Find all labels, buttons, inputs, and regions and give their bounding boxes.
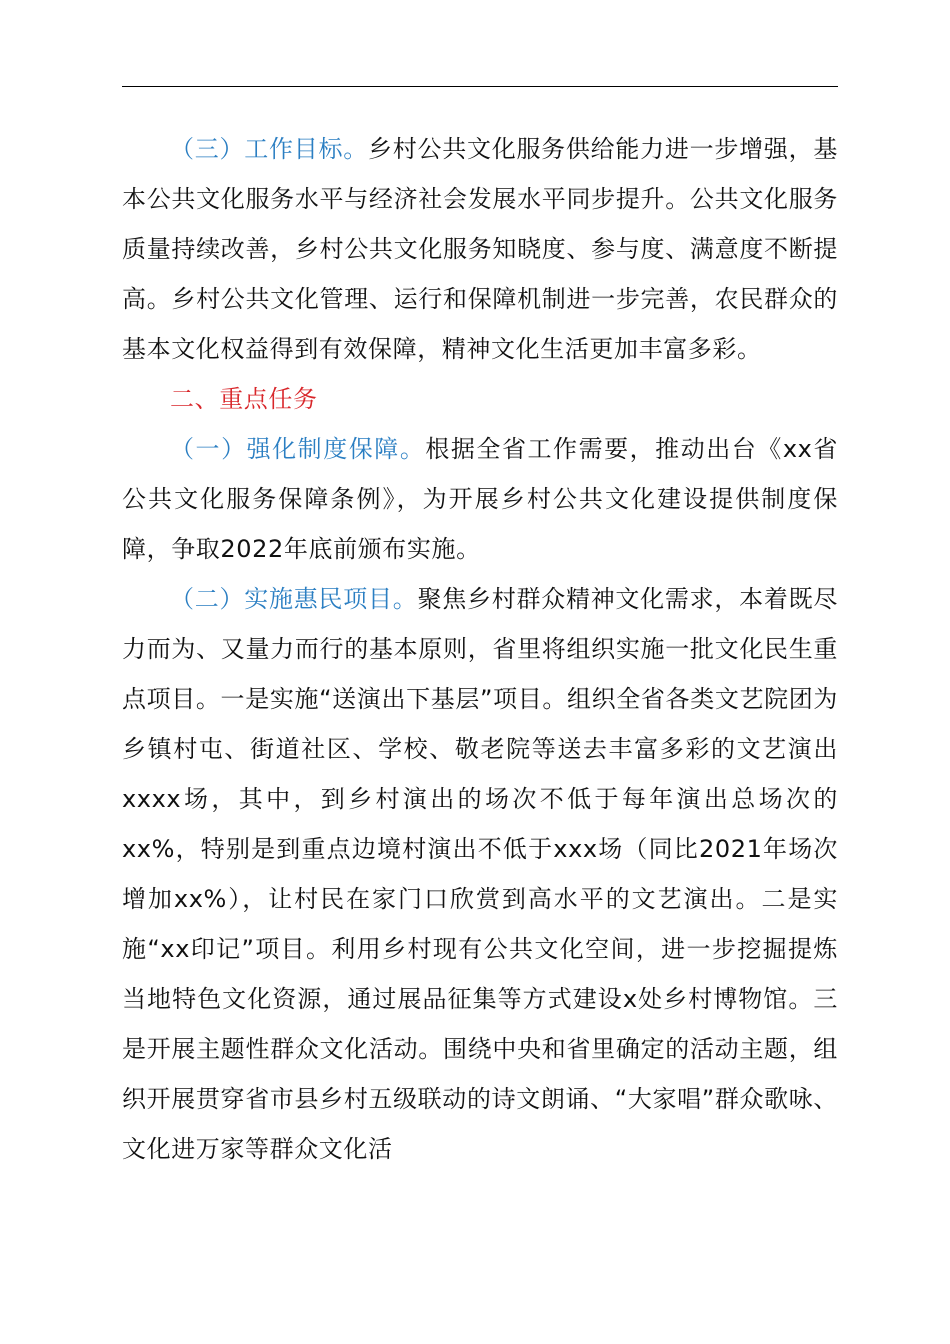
paragraph-system-guarantee	[122, 424, 838, 574]
document-body	[122, 124, 838, 1174]
paragraph-benefit-projects	[122, 574, 838, 1174]
paragraph-heading: （三）工作目标。	[170, 135, 368, 163]
paragraph-text: 聚焦乡村群众精神文化需求，本着既尽力而为、又量力而行的基本原则，省里将组织实施一批文化民生重点项目。一是实施“送演出下基层”项目。组织全省各类文艺院团为乡镇村屯、街道社区、学校、敬老院等送去丰富多彩的文艺演出xxxx场，其中，到乡村演出的场次不低于每年演出总场次的xx%，特别是到重点边境村演出不低于xxx场（同比2021年场次增加xx%），让村民在家门口欣赏到高水平的文艺演出。二是实施“xx印记”项目。利用乡村现有公共文化空间，进一步挖掘提炼当地特色文化资源，通过展品征集等方式建设x处乡村博物馆。三是开展主题性群众文化活动。围绕中央和省里确定的活动主题，组织开展贯穿省市县乡村五级联动的诗文朗诵、“大家唱”群众歌咏、文化进万家等群众文化活	[122, 585, 839, 1163]
paragraph-text: 根据全省工作需要，推动出台《xx省公共文化服务保障条例》，为开展乡村公共文化建设提供制度保障，争取2022年底前颁布实施。	[122, 435, 838, 563]
section-title-key-tasks: 二、重点任务	[170, 385, 318, 413]
paragraph-work-goal	[122, 124, 838, 374]
paragraph-heading: （一）强化制度保障。	[170, 435, 426, 463]
paragraph-heading: （二）实施惠民项目。	[170, 585, 418, 613]
header-rule	[122, 86, 838, 87]
paragraph-text: 乡村公共文化服务供给能力进一步增强，基本公共文化服务水平与经济社会发展水平同步提升。公共文化服务质量持续改善，乡村公共文化服务知晓度、参与度、满意度不断提高。乡村公共文化管理、运行和保障机制进一步完善，农民群众的基本文化权益得到有效保障，精神文化生活更加丰富多彩。	[122, 135, 838, 363]
